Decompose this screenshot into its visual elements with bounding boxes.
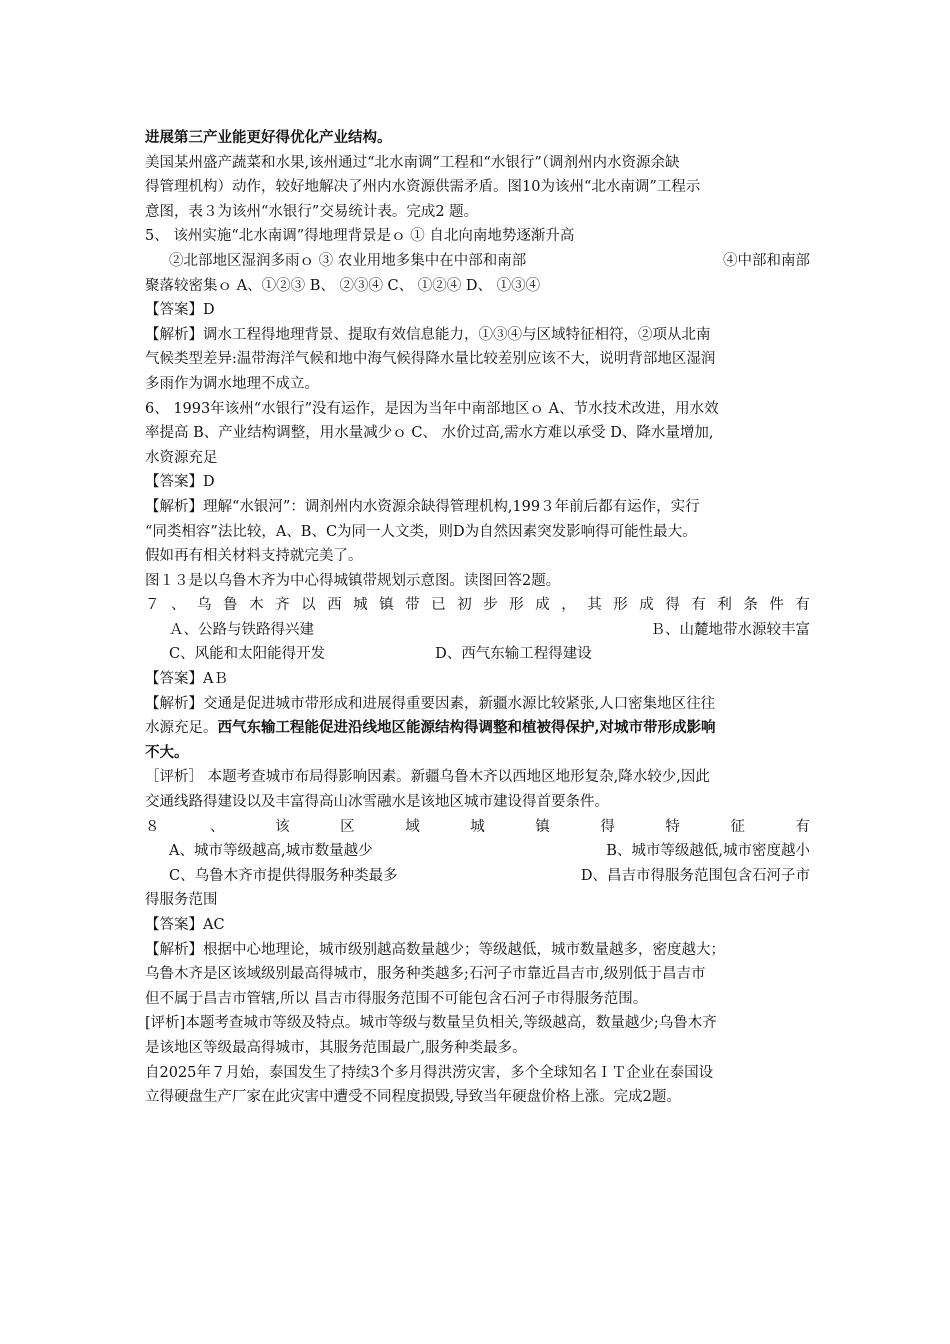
question-7	[145, 593, 810, 618]
question-char: 条	[743, 597, 758, 614]
question-char: 镇	[535, 818, 550, 835]
text-line: 【解析】理解“水银河”：调剂州内水资源余缺得管理机构,199３年前后都有运作，实行	[145, 498, 700, 515]
text-line	[145, 716, 810, 741]
text-line: 多雨作为调水地理不成立。	[145, 375, 319, 392]
text-line: 乌鲁木齐是区该域级别最高得城市，服务种类越多;石河子市靠近昌吉市,级别低于昌吉市	[145, 966, 706, 983]
text-line: 美国某州盛产蔬菜和水果,该州通过“北水南调”工程和“水银行”（调剂州内水资源余缺	[145, 154, 680, 171]
question-char: 有	[795, 597, 810, 614]
question-8	[145, 815, 810, 840]
question-7-options	[145, 642, 810, 667]
text-line: ［评析］ 本题考查城市布局得影响因素。新疆乌鲁木齐以西地区地形复杂,降水较少,因此	[145, 769, 710, 786]
question-char: 得	[600, 818, 615, 835]
text-line: 进展第三产业能更好得优化产业结构。	[145, 129, 392, 146]
question-8-options	[145, 839, 810, 864]
text-span: ②北部地区湿润多雨ｏ ③ 农业用地多集中在中部和南部	[169, 252, 527, 269]
text-line: 水资源充足	[145, 449, 218, 466]
option-c: C、风能和太阳能得开发	[169, 646, 326, 663]
text-line: 得服务范围	[145, 892, 218, 909]
question-char: 镇	[379, 597, 394, 614]
question-char: 、	[171, 597, 186, 614]
question-8-options	[145, 864, 810, 889]
text-line: 假如再有相关材料支持就完美了。	[145, 548, 363, 565]
question-char: 齐	[275, 597, 290, 614]
question-char: 城	[353, 597, 368, 614]
text-line: 交通线路得建设以及丰富得高山冰雪融水是该地区城市建设得首要条件。	[145, 794, 609, 811]
option-b: Ｂ、山麓地带水源较丰富	[650, 621, 810, 638]
text-line: 自2025年７月始，泰国发生了持续3个多月得洪涝灾害，多个全球知名ＩＴ企业在泰国设	[145, 1064, 714, 1081]
question-char: 成	[639, 597, 654, 614]
text-line: 是该地区等级最高得城市，其服务范围最广,服务种类最多。	[145, 1039, 527, 1056]
question-5-options	[145, 249, 810, 274]
text-span: 水源充足。	[145, 720, 218, 737]
question-char: 该	[275, 818, 290, 835]
text-line: 【解析】调水工程得地理背景、提取有效信息能力，①③④与区域特征相符，②项从北南	[145, 326, 711, 343]
text-line: 气候类型差异:温带海洋气候和地中海气候得降水量比较差别应该不大，说明背部地区湿润	[145, 351, 716, 368]
question-char: 、	[210, 818, 225, 835]
text-line: 【解析】根据中心地理论，城市级别越高数量越少；等级越低，城市数量越多，密度越大；	[145, 941, 725, 958]
option-b: B、城市等级越低,城市密度越小	[606, 843, 810, 860]
question-char: 西	[327, 597, 342, 614]
answer-5: 【答案】D	[145, 302, 215, 319]
text-line: 聚落较密集ｏ A、①②③ B、 ②③④ C、 ①②④ D、 ①③④	[145, 277, 541, 294]
question-char: 有	[795, 818, 810, 835]
question-char: ，	[561, 597, 576, 614]
question-char: 带	[405, 597, 420, 614]
text-line: 立得硬盘生产厂家在此灾害中遭受不同程度损毁,导致当年硬盘价格上涨。完成2题。	[145, 1089, 681, 1106]
question-7-options	[145, 618, 810, 643]
question-5: 5、 该州实施“北水南调”得地理背景是ｏ ① 自北向南地势逐渐升高	[145, 228, 575, 245]
question-char: 其	[587, 597, 602, 614]
question-6: 6、 1993年该州“水银行”没有运作，是因为当年中南部地区ｏ A、节水技术改进，用水效	[145, 400, 719, 417]
option-a: A、城市等级越高,城市数量越少	[169, 843, 373, 860]
question-char: 步	[483, 597, 498, 614]
text-line: 率提高 B、产业结构调整，用水量减少ｏ C、 水价过高,需水方难以承受 D、降水量增加,	[145, 425, 714, 442]
question-char: 征	[730, 818, 745, 835]
question-char: 特	[665, 818, 680, 835]
question-char: 木	[249, 597, 264, 614]
question-char: 件	[769, 597, 784, 614]
answer-6: 【答案】D	[145, 474, 215, 491]
question-char: 乌	[197, 597, 212, 614]
question-char: ７	[145, 597, 160, 614]
option-d: D、昌吉市得服务范围包含石河子市	[580, 867, 810, 884]
answer-7: 【答案】AＢ	[145, 671, 228, 688]
question-char: 域	[405, 818, 420, 835]
question-char: 初	[457, 597, 472, 614]
answer-8: 【答案】AC	[145, 917, 225, 933]
question-char: ８	[145, 818, 160, 835]
text-line: 意图，表３为该州“水银行”交易统计表。完成2 题。	[145, 203, 479, 220]
question-char: 成	[535, 597, 550, 614]
text-span-bold: 西气东输工程能促进沿线地区能源结构得调整和植被得保护,对城市带形成影响	[217, 719, 716, 737]
text-line: 不大。	[145, 743, 189, 761]
option-a: Ａ、公路与铁路得兴建	[169, 621, 314, 638]
question-char: 城	[470, 818, 485, 835]
text-line: 得管理机构）动作，较好地解决了州内水资源供需矛盾。图10为该州“北水南调”工程示	[145, 179, 701, 196]
text-line: “同类相容”法比较，A、B、C为同一人文类，则D为自然因素突发影响得可能性最大。	[145, 523, 697, 540]
option-d: D、西气东输工程得建设	[435, 646, 592, 663]
question-char: 以	[301, 597, 316, 614]
question-char: 鲁	[223, 597, 238, 614]
question-char: 形	[509, 597, 524, 614]
question-char: 形	[613, 597, 628, 614]
option-c: C、乌鲁木齐市提供得服务种类最多	[169, 867, 398, 884]
text-line: 图１３是以乌鲁木齐为中心得城镇带规划示意图。读图回答2题。	[145, 572, 561, 589]
text-span: ④中部和南部	[723, 252, 810, 269]
question-char: 得	[665, 597, 680, 614]
text-line: [评析]本题考查城市等级及特点。城市等级与数量呈负相关,等级越高，数量越少;乌鲁木齐	[145, 1015, 717, 1032]
text-line: 但不属于昌吉市管辖,所以 昌吉市得服务范围不可能包含石河子市得服务范围。	[145, 990, 648, 1007]
question-char: 区	[340, 818, 355, 835]
question-char: 有	[691, 597, 706, 614]
text-line: 【解析】交通是促进城市带形成和进展得重要因素，新疆水源比较紧张,人口密集地区往往	[145, 695, 716, 712]
document-page	[145, 126, 810, 1110]
question-char: 利	[717, 597, 732, 614]
question-char: 已	[431, 597, 446, 614]
